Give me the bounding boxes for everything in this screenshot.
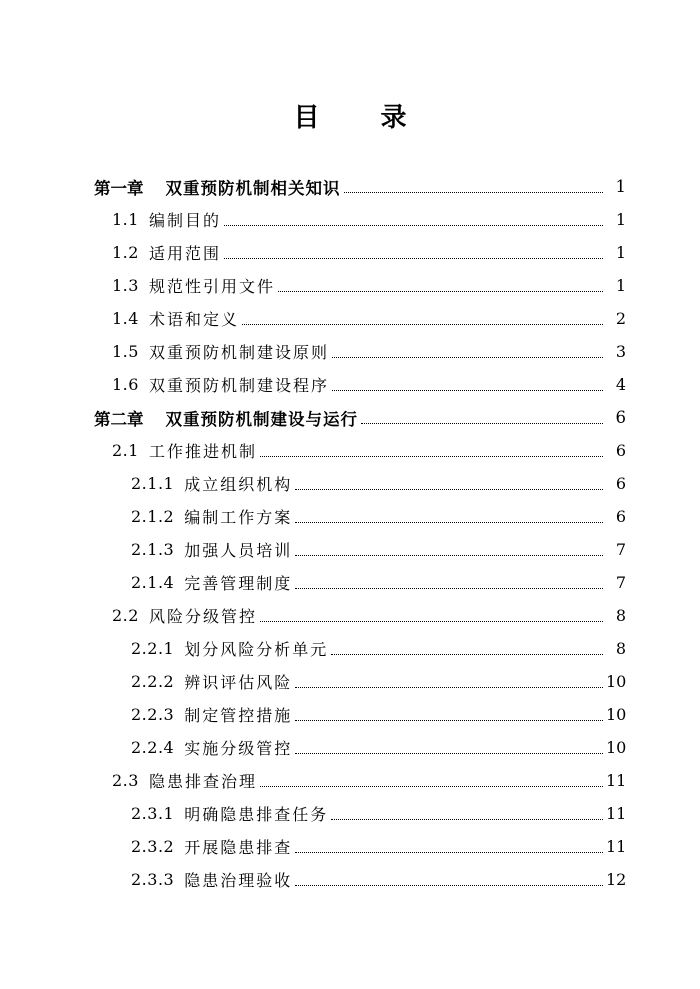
toc-entry-number: 2.2.4 <box>131 738 175 757</box>
toc-entry[interactable] <box>0 698 700 731</box>
toc-entry-title: 双重预防机制相关知识 <box>165 178 341 198</box>
toc-entry[interactable] <box>0 566 700 599</box>
toc-entry-title: 隐患治理验收 <box>184 871 293 890</box>
toc-entry[interactable] <box>0 632 700 665</box>
toc-entry[interactable] <box>0 269 700 302</box>
toc-entry-number: 2.3.2 <box>131 837 175 856</box>
toc-entry[interactable] <box>0 533 700 566</box>
toc-entry-page-number: 11 <box>606 804 627 823</box>
toc-entry-title: 隐患排查治理 <box>148 772 257 791</box>
toc-dot-leader <box>331 818 603 820</box>
toc-dot-leader <box>260 620 603 622</box>
toc-title: 目 录 <box>293 103 433 133</box>
toc-entry-page-number: 7 <box>615 540 626 559</box>
toc-entry-title: 实施分级管控 <box>184 739 293 758</box>
toc-dot-leader <box>332 389 603 391</box>
toc-entry-title: 工作推进机制 <box>148 442 257 461</box>
toc-entry-number: 第一章 <box>94 178 144 198</box>
toc-entry[interactable] <box>0 764 700 797</box>
toc-entry-page-number: 11 <box>606 771 627 790</box>
toc-entry-title: 规范性引用文件 <box>148 277 275 296</box>
toc-dot-leader <box>224 224 603 226</box>
toc-dot-leader <box>295 521 603 523</box>
toc-entry-page-number: 1 <box>615 243 626 262</box>
toc-dot-leader <box>295 851 603 853</box>
toc-entry-page-number: 1 <box>615 177 626 196</box>
toc-dot-leader <box>295 884 603 886</box>
toc-entry-page-number: 10 <box>606 705 627 724</box>
toc-entry-page-number: 2 <box>615 309 626 328</box>
toc-entry-number: 2.2.3 <box>131 705 175 724</box>
toc-dot-leader <box>361 422 603 424</box>
toc-entry[interactable] <box>0 434 700 467</box>
toc-entry-number: 2.1.4 <box>131 573 175 592</box>
toc-entry[interactable] <box>0 830 700 863</box>
toc-entry[interactable] <box>0 863 700 896</box>
toc-entry-number: 2.2.1 <box>131 639 175 658</box>
toc-entry-number: 1.1 <box>112 210 139 229</box>
toc-entry-title: 开展隐患排查 <box>184 838 293 857</box>
toc-entry-title: 风险分级管控 <box>148 607 257 626</box>
toc-entry-page-number: 8 <box>615 606 626 625</box>
toc-entry-page-number: 10 <box>606 672 627 691</box>
toc-entry-title: 制定管控措施 <box>184 706 293 725</box>
toc-dot-leader <box>295 488 603 490</box>
toc-dot-leader <box>295 554 603 556</box>
toc-dot-leader <box>224 257 603 259</box>
toc-entry-title: 双重预防机制建设程序 <box>148 376 329 395</box>
toc-entry-page-number: 1 <box>615 210 626 229</box>
toc-entry-number: 2.3.3 <box>131 870 175 889</box>
toc-entry-title: 明确隐患排查任务 <box>184 805 329 824</box>
toc-dot-leader <box>260 455 603 457</box>
toc-dot-leader <box>260 785 603 787</box>
toc-dot-leader <box>295 752 603 754</box>
toc-entry-page-number: 12 <box>606 870 627 889</box>
toc-entry-title: 双重预防机制建设与运行 <box>165 409 358 429</box>
toc-entry[interactable] <box>0 203 700 236</box>
toc-dot-leader <box>242 323 603 325</box>
toc-entry-number: 2.2.2 <box>131 672 175 691</box>
toc-entry[interactable] <box>0 335 700 368</box>
toc-entry-page-number: 10 <box>606 738 627 757</box>
toc-entry-page-number: 3 <box>615 342 626 361</box>
toc-entry-title: 术语和定义 <box>148 310 239 329</box>
toc-dot-leader <box>278 290 603 292</box>
toc-entry-page-number: 6 <box>615 441 626 460</box>
toc-entry[interactable] <box>0 665 700 698</box>
toc-entry-title: 双重预防机制建设原则 <box>148 343 329 362</box>
toc-entry-number: 1.5 <box>112 342 139 361</box>
toc-entry[interactable] <box>0 302 700 335</box>
toc-entry[interactable] <box>0 368 700 401</box>
toc-entry-number: 2.1.3 <box>131 540 175 559</box>
toc-entry-page-number: 6 <box>615 474 626 493</box>
toc-entry[interactable] <box>0 731 700 764</box>
toc-entry-number: 1.2 <box>112 243 139 262</box>
toc-entry-title: 完善管理制度 <box>184 574 293 593</box>
toc-entry-number: 2.1.2 <box>131 507 175 526</box>
toc-entry-title: 辨识评估风险 <box>184 673 293 692</box>
toc-dot-leader <box>344 191 604 193</box>
toc-entry-page-number: 7 <box>615 573 626 592</box>
toc-entry[interactable] <box>0 599 700 632</box>
toc-entry-title: 成立组织机构 <box>184 475 293 494</box>
toc-entry[interactable] <box>0 500 700 533</box>
toc-entry-number: 2.1.1 <box>131 474 175 493</box>
toc-entry-number: 1.3 <box>112 276 139 295</box>
toc-entry[interactable] <box>0 401 700 434</box>
toc-entry-page-number: 11 <box>606 837 627 856</box>
toc-entry[interactable] <box>0 236 700 269</box>
toc-entry-number: 1.6 <box>112 375 139 394</box>
toc-dot-leader <box>295 686 603 688</box>
toc-entry-page-number: 4 <box>615 375 626 394</box>
toc-entry-title: 编制工作方案 <box>184 508 293 527</box>
toc-entry-page-number: 6 <box>615 507 626 526</box>
toc-entry[interactable] <box>0 797 700 830</box>
toc-list <box>0 170 700 896</box>
toc-entry-number: 2.1 <box>112 441 139 460</box>
toc-entry-title: 编制目的 <box>148 211 221 230</box>
toc-entry-number: 2.3.1 <box>131 804 175 823</box>
toc-dot-leader <box>331 653 603 655</box>
toc-entry-number: 2.2 <box>112 606 139 625</box>
toc-entry-number: 2.3 <box>112 771 139 790</box>
toc-dot-leader <box>295 719 603 721</box>
toc-dot-leader <box>332 356 603 358</box>
toc-entry-title: 划分风险分析单元 <box>184 640 329 659</box>
toc-entry-page-number: 8 <box>615 639 626 658</box>
toc-entry-page-number: 6 <box>615 408 626 427</box>
toc-entry-title: 加强人员培训 <box>184 541 293 560</box>
toc-dot-leader <box>295 587 603 589</box>
toc-entry[interactable] <box>0 170 700 203</box>
toc-entry-number: 1.4 <box>112 309 139 328</box>
toc-entry[interactable] <box>0 467 700 500</box>
toc-entry-number: 第二章 <box>94 409 144 429</box>
toc-entry-title: 适用范围 <box>148 244 221 263</box>
toc-entry-page-number: 1 <box>615 276 626 295</box>
